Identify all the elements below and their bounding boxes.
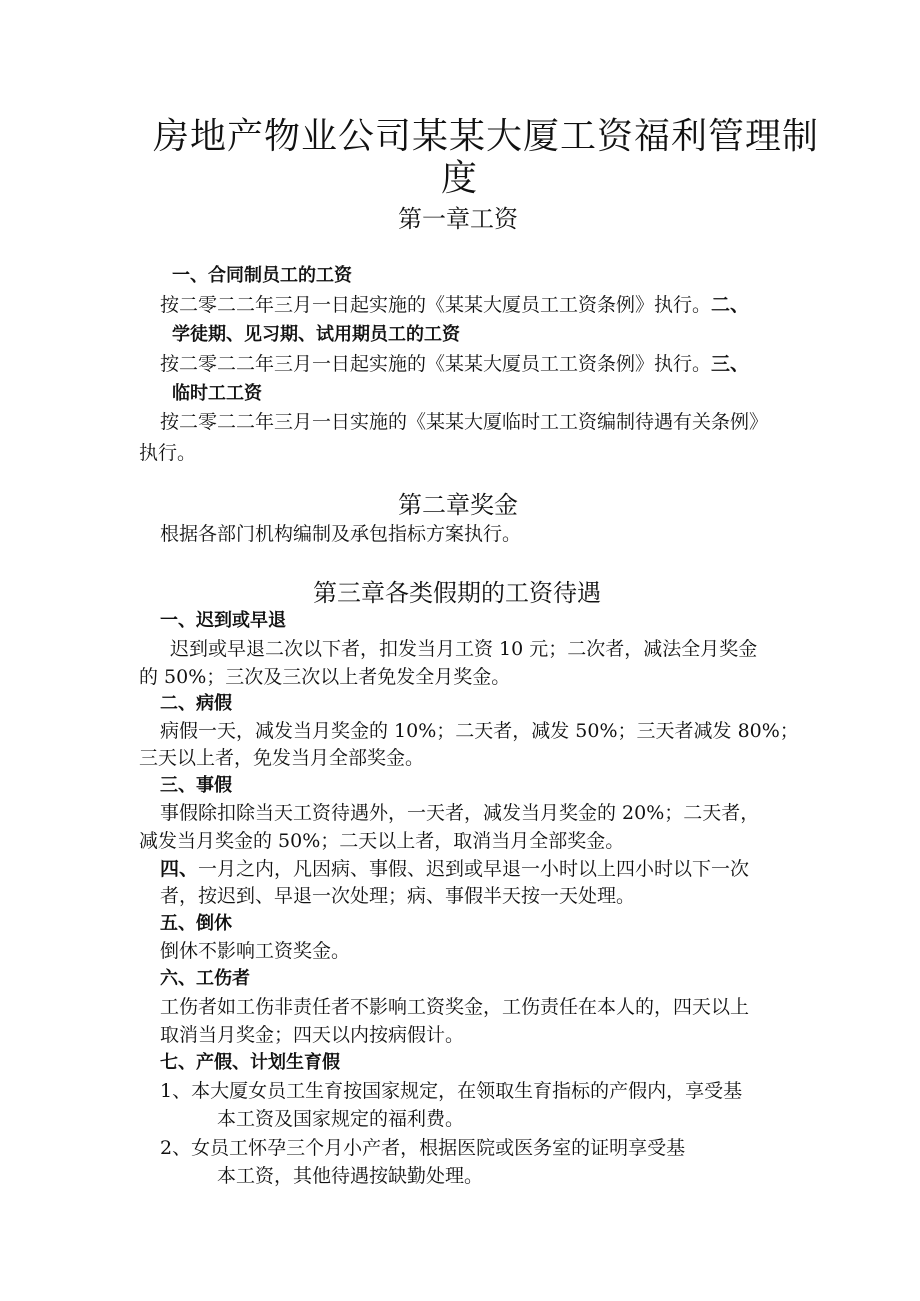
paragraph-line bbox=[160, 290, 749, 317]
paragraph-line bbox=[160, 349, 749, 376]
document-title-line-2: 度 bbox=[441, 158, 479, 199]
paragraph-line: 者，按迟到、早退一次处理；病、事假半天按一天处理。 bbox=[160, 885, 636, 907]
section-heading: 二、病假 bbox=[160, 693, 232, 714]
section-heading: 学徒期、见习期、试用期员工的工资 bbox=[172, 324, 460, 345]
chapter3-heading: 第三章各类假期的工资待遇 bbox=[313, 579, 601, 607]
paragraph-line: 执行。 bbox=[139, 442, 197, 464]
document-title-line-1: 房地产物业公司某某大厦工资福利管理制 bbox=[153, 116, 820, 157]
paragraph-line bbox=[160, 854, 749, 881]
paragraph-line: 减发当月奖金的 50%；二天以上者，取消当月全部奖金。 bbox=[139, 830, 625, 852]
section-heading: 六、工伤者 bbox=[160, 968, 250, 989]
paragraph-line: 倒休不影响工资奖金。 bbox=[160, 940, 351, 962]
chapter1-heading: 第一章工资 bbox=[398, 205, 518, 233]
section-number: 四、 bbox=[160, 858, 199, 880]
paragraph-line: 工伤者如工伤非责任者不影响工资奖金，工伤责任在本人的，四天以上 bbox=[160, 996, 750, 1018]
paragraph-text: 按二零二二年三月一日起实施的《某某大厦员工工资条例》执行。 bbox=[160, 353, 712, 375]
section-number: 三、 bbox=[711, 353, 750, 375]
paragraph-line: 根据各部门机构编制及承包指标方案执行。 bbox=[160, 523, 522, 545]
paragraph-line: 的 50%；三次及三次以上者免发全月奖金。 bbox=[139, 666, 511, 688]
section-heading: 临时工工资 bbox=[172, 383, 262, 404]
section-heading: 一、合同制员工的工资 bbox=[172, 265, 352, 286]
list-item: 1、本大厦女员工生育按国家规定，在领取生育指标的产假内，享受基 bbox=[160, 1080, 743, 1102]
section-heading: 三、事假 bbox=[160, 775, 232, 796]
list-item-continuation: 本工资，其他待遇按缺勤处理。 bbox=[217, 1165, 484, 1187]
paragraph-line: 按二零二二年三月一日实施的《某某大厦临时工工资编制待遇有关条例》 bbox=[160, 411, 769, 433]
paragraph-text: 一月之内，凡因病、事假、迟到或早退一小时以上四小时以下一次 bbox=[198, 858, 750, 880]
paragraph-text: 按二零二二年三月一日起实施的《某某大厦员工工资条例》执行。 bbox=[160, 294, 712, 316]
paragraph-line: 迟到或早退二次以下者，扣发当月工资 10 元；二次者，减法全月奖金 bbox=[170, 638, 758, 660]
paragraph-line: 取消当月奖金；四天以内按病假计。 bbox=[160, 1024, 465, 1046]
section-heading: 五、倒休 bbox=[160, 913, 232, 934]
list-item-continuation: 本工资及国家规定的福利费。 bbox=[217, 1108, 465, 1130]
chapter2-heading: 第二章奖金 bbox=[398, 491, 518, 519]
paragraph-line: 病假一天，减发当月奖金的 10%；二天者，减发 50%；三天者减发 80%； bbox=[160, 720, 799, 742]
section-heading: 一、迟到或早退 bbox=[160, 610, 286, 631]
section-number: 二、 bbox=[711, 294, 750, 316]
list-item: 2、女员工怀孕三个月小产者，根据医院或医务室的证明享受基 bbox=[160, 1137, 686, 1159]
paragraph-line: 三天以上者，免发当月全部奖金。 bbox=[139, 747, 425, 769]
section-heading: 七、产假、计划生育假 bbox=[160, 1052, 340, 1073]
paragraph-line: 事假除扣除当天工资待遇外，一天者，减发当月奖金的 20%；二天者， bbox=[160, 802, 760, 824]
